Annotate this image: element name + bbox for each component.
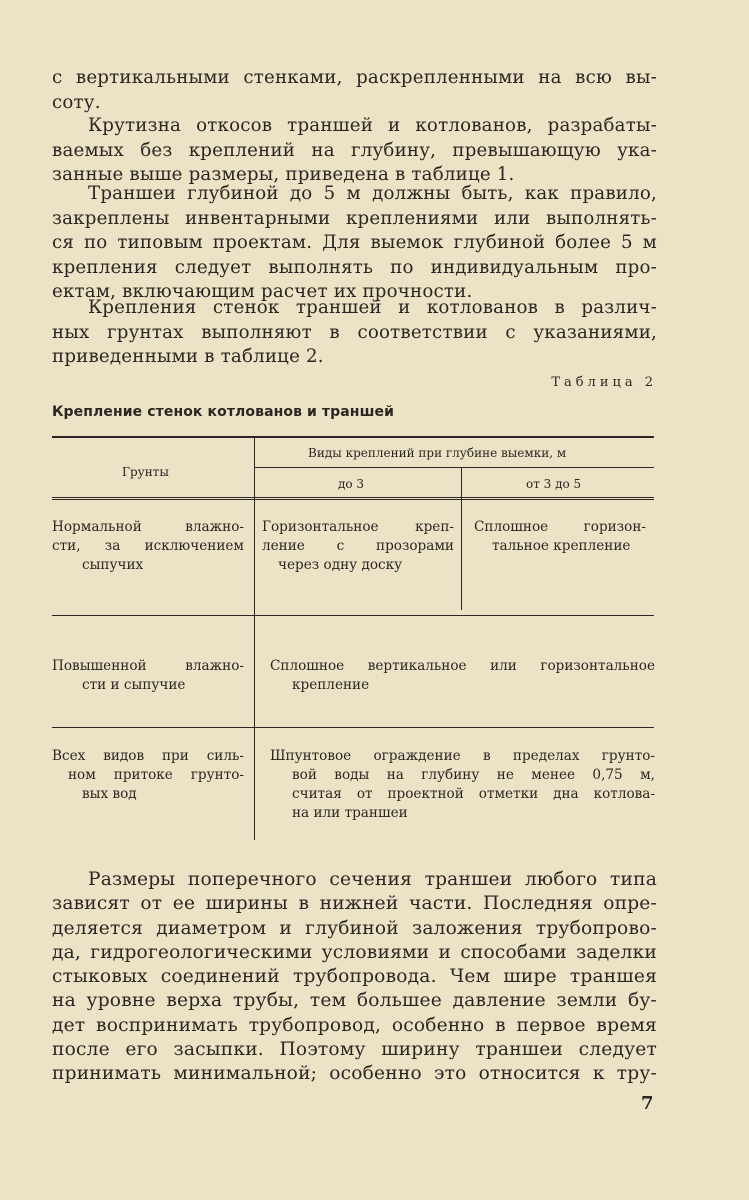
table-vertical-rule bbox=[254, 438, 255, 840]
header-col-2: от 3 до 5 bbox=[526, 477, 582, 491]
row-3-soil bbox=[52, 747, 244, 804]
text-line: соту. bbox=[52, 91, 101, 113]
cell-line: Горизонтальное креп- bbox=[262, 519, 454, 535]
row-separator bbox=[52, 727, 654, 728]
cell-line: вой воды на глубину не менее 0,75 м, bbox=[292, 767, 655, 783]
text-line: Размеры поперечного сечения траншеи любого типа bbox=[88, 869, 657, 890]
cell-line: считая от проектной отметки дна котлова- bbox=[292, 786, 655, 802]
table-label: Таблица 2 bbox=[551, 375, 657, 390]
row-1-col-1 bbox=[262, 518, 454, 575]
cell-line: Всех видов при силь- bbox=[52, 748, 244, 764]
text-line: дет воспринимать трубопровод, особенно в первое время bbox=[52, 1014, 657, 1036]
header-bottom-rule bbox=[52, 497, 654, 498]
header-sub-rule bbox=[254, 467, 654, 468]
cell-line: Нормальной влажно- bbox=[52, 519, 244, 535]
text-line: да, гидрогеологическими условиями и способами заделки bbox=[52, 941, 657, 963]
row-2-merged bbox=[270, 657, 655, 695]
text-line: принимать минимальной; особенно это относится к тру- bbox=[52, 1063, 657, 1085]
cell-line: вых вод bbox=[82, 786, 137, 802]
text-line: ваемых без креплений на глубину, превышающую ука- bbox=[52, 139, 657, 161]
row-3-merged bbox=[270, 747, 655, 823]
cell-line: сыпучих bbox=[82, 557, 144, 573]
text-line: Крепления стенок траншей и котлованов в различ- bbox=[88, 297, 657, 318]
cell-line: ном притоке грунто- bbox=[68, 767, 244, 783]
cell-line: на или траншеи bbox=[292, 805, 408, 821]
column-divider-rule bbox=[461, 468, 462, 610]
text-line: закреплены инвентарными креплениями или выполнять- bbox=[52, 207, 657, 229]
paragraph-4 bbox=[52, 296, 657, 370]
paragraph-2 bbox=[52, 114, 657, 188]
paragraph-5 bbox=[52, 868, 657, 1087]
cell-line: тальное крепление bbox=[492, 538, 631, 554]
table-top-rule bbox=[52, 436, 654, 438]
text-line: с вертикальными стенками, раскрепленными на всю вы- bbox=[52, 67, 657, 88]
page-number: 7 bbox=[641, 1093, 654, 1114]
cell-line: через одну доску bbox=[278, 557, 403, 573]
header-soils: Грунты bbox=[122, 465, 169, 479]
text-line: крепления следует выполнять по индивидуальным про- bbox=[52, 256, 657, 278]
text-line: деляется диаметром и глубиной заложения трубопрово- bbox=[52, 917, 657, 939]
text-line: на уровне верха трубы, тем большее давление земли бу- bbox=[52, 990, 657, 1012]
cell-line: ление с прозорами bbox=[262, 538, 454, 554]
text-line: Траншеи глубиной до 5 м должны быть, как правило, bbox=[88, 183, 657, 204]
cell-line: Шпунтовое ограждение в пределах грунто- bbox=[270, 748, 655, 764]
header-col-1: до 3 bbox=[338, 477, 365, 491]
text-line: занные выше размеры, приведена в таблице 1. bbox=[52, 164, 515, 185]
row-2-soil bbox=[52, 657, 244, 695]
cell-line: Повышенной влажно- bbox=[52, 658, 244, 674]
text-line: зависят от ее ширины в нижней части. Последняя опре- bbox=[52, 893, 657, 915]
cell-line: крепление bbox=[292, 677, 370, 693]
text-line: стыковых соединений трубопровода. Чем шире траншея bbox=[52, 966, 657, 988]
cell-line: сти, за исключением bbox=[52, 538, 244, 554]
table-title: Крепление стенок котлованов и траншей bbox=[52, 404, 395, 420]
text-line: Крутизна откосов траншей и котлованов, разрабаты- bbox=[88, 115, 657, 136]
header-bottom-rule-2 bbox=[52, 499, 654, 500]
paragraph-3 bbox=[52, 182, 657, 305]
cell-line: Сплошное вертикальное или горизонтальное bbox=[270, 658, 655, 674]
cell-line: Сплошное горизон- bbox=[474, 519, 646, 535]
row-separator bbox=[52, 615, 654, 616]
row-1-soil bbox=[52, 518, 244, 575]
text-line: ных грунтах выполняют в соответствии с указаниями, bbox=[52, 321, 657, 343]
row-1-col-2 bbox=[474, 518, 646, 556]
header-types: Виды креплений при глубине выемки, м bbox=[308, 446, 567, 460]
cell-line: сти и сыпучие bbox=[82, 677, 186, 693]
text-line: ся по типовым проектам. Для выемок глубиной более 5 м bbox=[52, 232, 657, 253]
text-line: приведенными в таблице 2. bbox=[52, 346, 324, 367]
text-line: ектам, включающим расчет их прочности. bbox=[52, 281, 473, 302]
text-line: после его засыпки. Поэтому ширину траншеи следует bbox=[52, 1039, 657, 1061]
paragraph-1 bbox=[52, 66, 657, 115]
